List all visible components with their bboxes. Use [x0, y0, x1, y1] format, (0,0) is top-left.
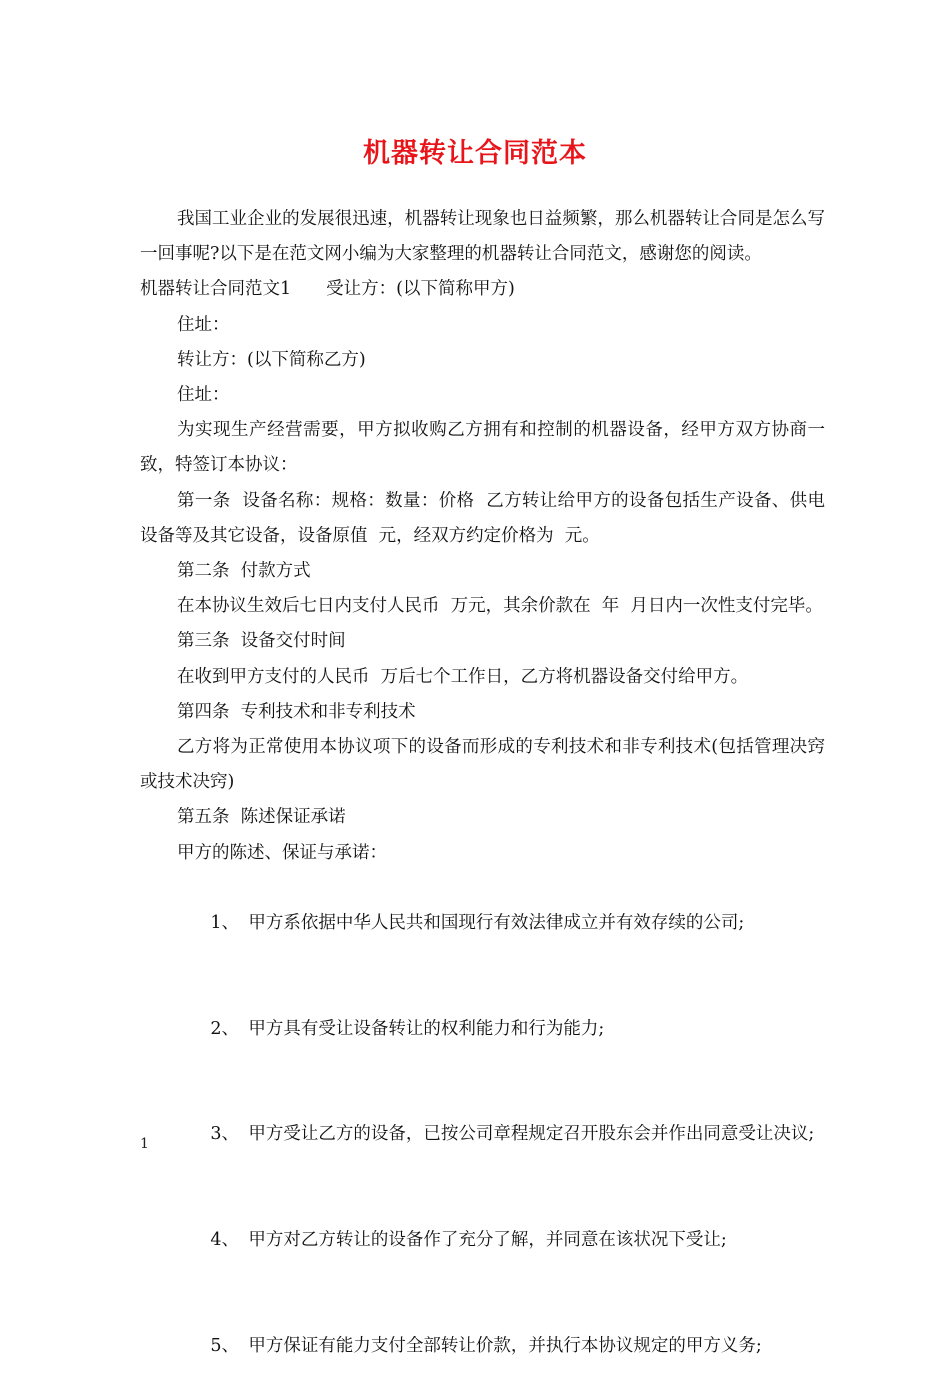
list-text: 甲方对乙方转让的设备作了充分了解，并同意在该状况下受让;	[248, 1229, 727, 1250]
list-item	[140, 1293, 825, 1399]
list-number: 4、	[210, 1229, 240, 1250]
document-body	[140, 202, 825, 1399]
intro-paragraph: 我国工业企业的发展很迅速，机器转让现象也日益频繁，那么机器转让合同是怎么写一回事呢?以下是在范文网小编为大家整理的机器转让合同范文，感谢您的阅读。	[140, 209, 825, 265]
article-3-body: 在收到甲方支付的人民币 万后七个工作日，乙方将机器设备交付给甲方。	[177, 666, 749, 687]
list-text: 甲方系依据中华人民共和国现行有效法律成立并有效存续的公司;	[248, 913, 745, 934]
list-number: 5、	[210, 1335, 240, 1356]
article-5-intro: 甲方的陈述、保证与承诺：	[177, 842, 387, 863]
list-text: 甲方具有受让设备转让的权利能力和行为能力;	[248, 1018, 605, 1039]
sample-heading: 机器转让合同范文1 受让方：(以下简称甲方)	[140, 279, 515, 300]
list-item	[140, 1082, 825, 1188]
list-number: 1、	[210, 913, 240, 934]
article-5-title: 第五条 陈述保证承诺	[177, 807, 346, 828]
document-title: 机器转让合同范本	[363, 138, 587, 169]
list-text: 甲方保证有能力支付全部转让价款，并执行本协议规定的甲方义务;	[248, 1335, 762, 1356]
purpose-paragraph: 为实现生产经营需要，甲方拟收购乙方拥有和控制的机器设备，经甲方双方协商一致，特签订本协议：	[140, 420, 825, 476]
article-4-title: 第四条 专利技术和非专利技术	[177, 701, 416, 722]
article-4-body: 乙方将为正常使用本协议项下的设备而形成的专利技术和非专利技术(包括管理决窍或技术决窍)	[140, 737, 825, 793]
list-item	[140, 1188, 825, 1294]
article-2-body: 在本协议生效后七日内支付人民币 万元，其余价款在 年 月日内一次性支付完毕。	[177, 596, 823, 617]
list-number: 2、	[210, 1018, 240, 1039]
article-3-title: 第三条 设备交付时间	[177, 631, 346, 652]
page-number: 1	[140, 1136, 149, 1152]
address-b: 住址：	[177, 385, 230, 406]
article-1: 第一条 设备名称：规格：数量：价格 乙方转让给甲方的设备包括生产设备、供电设备等及其它设备，设备原值 元，经双方约定价格为 元。	[140, 490, 825, 546]
list-item	[140, 871, 825, 977]
list-item	[140, 976, 825, 1082]
article-2-title: 第二条 付款方式	[177, 561, 311, 582]
address-a: 住址：	[177, 314, 230, 335]
transferor-line: 转让方：(以下简称乙方)	[177, 349, 366, 370]
list-text: 甲方受让乙方的设备，已按公司章程规定召开股东会并作出同意受让决议;	[248, 1124, 815, 1145]
list-number: 3、	[210, 1124, 240, 1145]
